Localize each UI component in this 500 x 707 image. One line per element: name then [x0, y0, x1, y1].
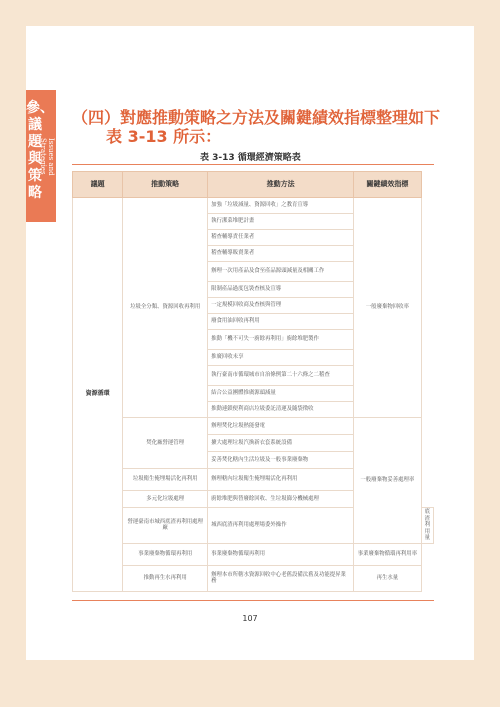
table-top-rule: [72, 164, 434, 165]
col-header-issue: 議題: [73, 172, 123, 198]
heading-line-2: 表 3-13 所示：: [106, 127, 222, 146]
page-number: 107: [242, 614, 258, 623]
chapter-label: 參、議題與策略: [26, 100, 54, 201]
table-header-row: [73, 172, 434, 198]
strategy-cell: 營運臺南市城西底渣再利用處理廠: [123, 508, 208, 544]
method-cell: 限制產品過度包裝查核及宣導: [208, 282, 354, 298]
method-cell: 辦理轄內垃圾衛生掩埋場活化再利用: [208, 469, 354, 491]
method-cell: 執行潔菜堆肥計畫: [208, 214, 354, 230]
method-cell: 推動連鎖便利商店垃圾委託清運及隨袋徵收: [208, 402, 354, 418]
method-cell: 一定規模回收商及查核與管理: [208, 298, 354, 314]
kpi-cell: 一般廢棄物妥善處理率: [354, 418, 421, 544]
table-row: [73, 565, 434, 591]
method-cell: 結合公益團體推廣源頭減量: [208, 386, 354, 402]
method-cell: 擴大處理垃圾汽換新衣套系統設備: [208, 435, 354, 452]
table-bottom-rule: [72, 600, 434, 601]
kpi-cell: 再生水量: [354, 565, 421, 591]
method-cell: 城西底渣再利用處理場委外操作: [208, 508, 354, 544]
section-heading: [72, 108, 452, 146]
method-cell: 推動「機不可失一廚餘再利用」廚餘堆肥製作: [208, 330, 354, 350]
method-cell: 加強「垃圾減量、資源回收」之教育宣導: [208, 198, 354, 214]
kpi-cell: 事業廢棄物循環再利用率: [354, 543, 421, 565]
method-cell: 廚餘堆肥與替廢餘回收、生垃圾篩分機械處理: [208, 491, 354, 508]
method-cell: 稽查輔導販賣業者: [208, 246, 354, 262]
method-cell: 稽查輔導責任業者: [208, 230, 354, 246]
kpi-cell: 底渣利用量: [421, 508, 433, 544]
kpi-cell: 一般廢棄物回收率: [354, 198, 421, 418]
col-header-strategy: 推動策略: [123, 172, 208, 198]
method-cell: 廢食用油回收再利用: [208, 314, 354, 330]
table-title: 表 3-13 循環經濟策略表: [200, 153, 301, 163]
strategy-cell: 事業廢棄物循環再利用: [123, 543, 208, 565]
table-row: [73, 418, 434, 435]
table-row: [73, 543, 434, 565]
method-cell: 妥善焚化轄內生活垃圾及一般事業廢棄物: [208, 452, 354, 469]
method-cell: 事業廢棄物循環再利用: [208, 543, 354, 565]
col-header-method: 推動方法: [208, 172, 354, 198]
method-cell: 辦理一次用產品及食至產品源頭減量及相關工作: [208, 262, 354, 282]
table-row: [73, 198, 434, 214]
issue-cell: 資源循環: [73, 198, 123, 592]
method-cell: 辦理焚化垃圾熱能發電: [208, 418, 354, 435]
strategy-cell: 焚化廠營運管理: [123, 418, 208, 469]
chapter-tab: [26, 90, 56, 222]
method-cell: 辦理本市所轄水資源回收中心老舊設備汰舊及功能提昇業務: [208, 565, 354, 591]
method-cell: 推廣回收未享: [208, 350, 354, 366]
col-header-kpi: 關鍵績效指標: [354, 172, 421, 198]
strategy-cell: 多元化垃圾處理: [123, 491, 208, 508]
heading-line-1: （四）對應推動策略之方法及關鍵績效指標整理如下: [72, 108, 441, 127]
strategy-cell: 垃圾全分類、資源回收再利用: [123, 198, 208, 418]
strategy-cell: 垃圾衛生掩埋場活化再利用: [123, 469, 208, 491]
strategy-cell: 推動再生水再利用: [123, 565, 208, 591]
strategy-table: [72, 171, 434, 592]
method-cell: 執行臺南市循環城市自治條例第二十六條之二稽查: [208, 366, 354, 386]
chapter-label-en: Issues and Strategies: [39, 138, 55, 176]
